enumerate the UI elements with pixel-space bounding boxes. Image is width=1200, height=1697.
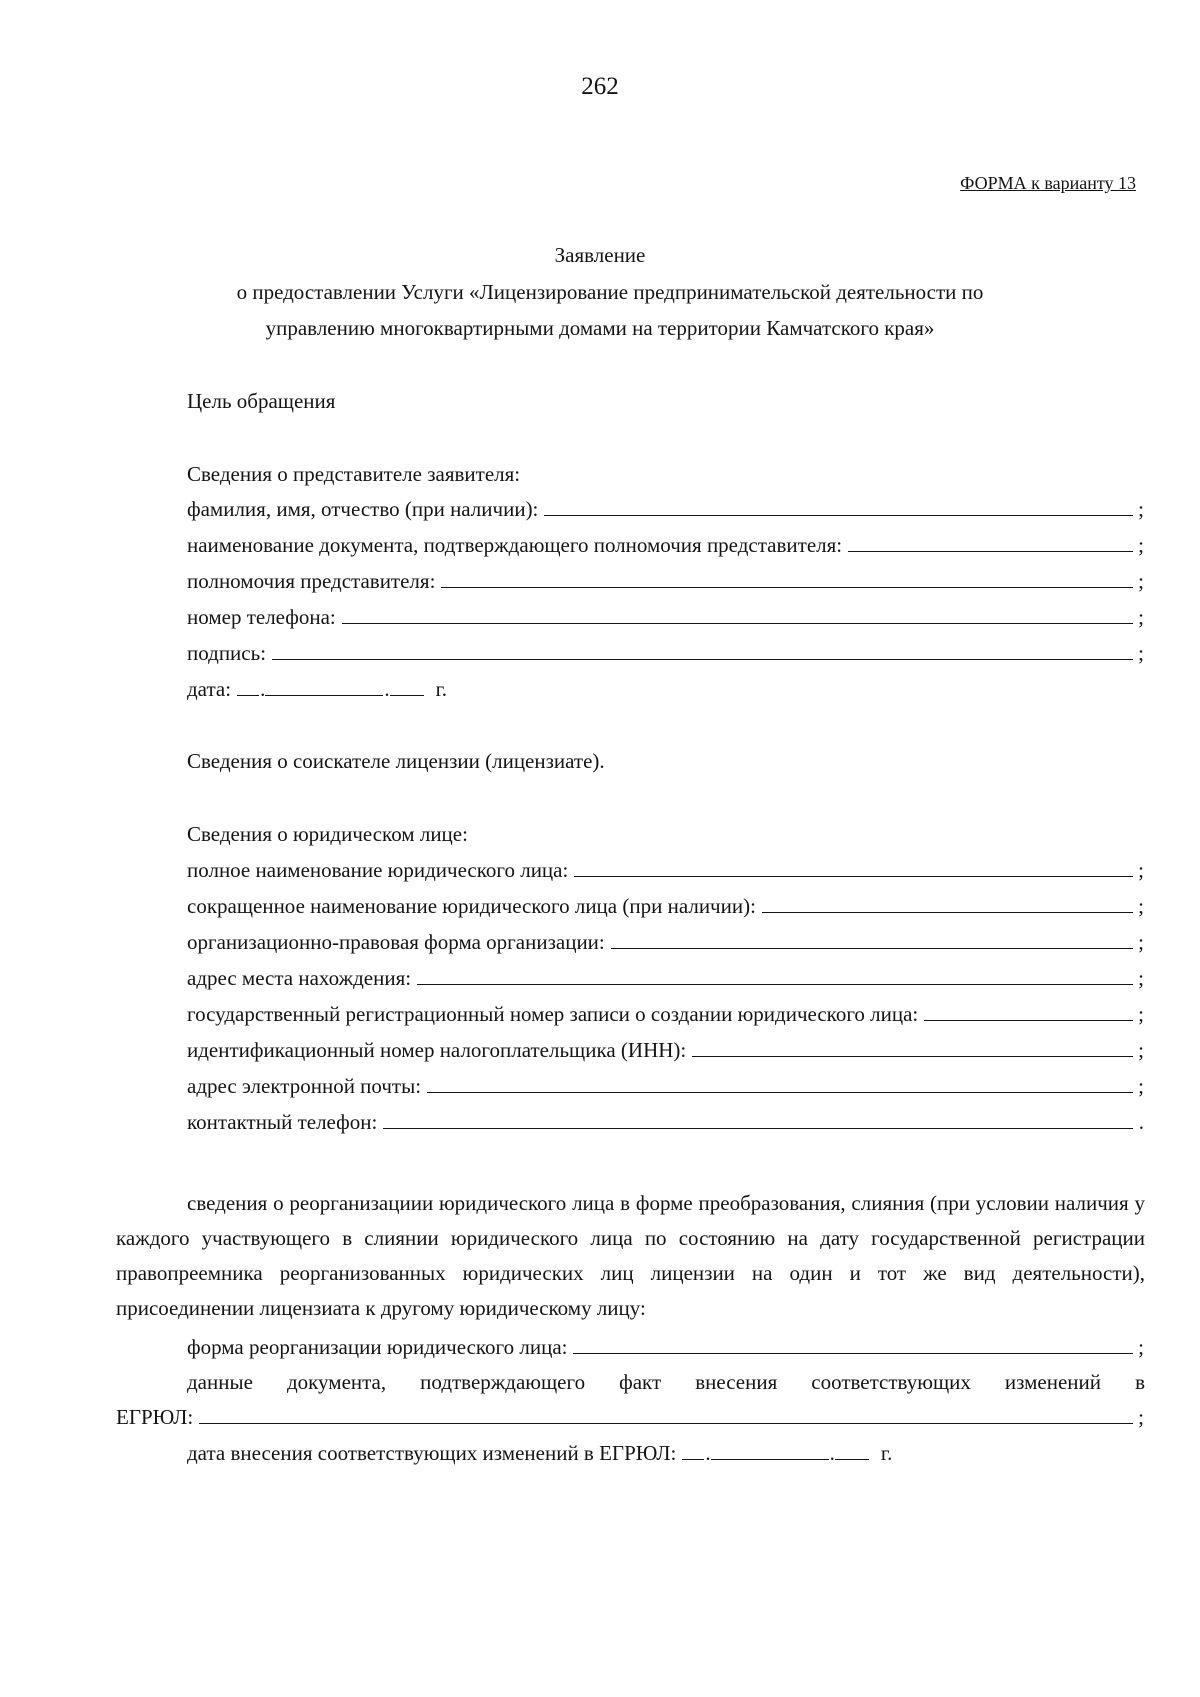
purpose-label: Цель обращения (187, 389, 336, 413)
fill-in-line[interactable] (848, 533, 1133, 552)
egrul-date-field[interactable]: дата внесения соответствующих изменений в ЕГРЮЛ: . . г. (187, 1441, 893, 1465)
egrul-document-label: данные документа, подтверждающего факт внесения соответствующих изменений в (187, 1370, 1145, 1394)
applicant-heading: Сведения о соискателе лицензии (лицензиате). (187, 749, 605, 773)
egrul-document-field[interactable] (116, 1405, 1144, 1430)
legal-form-field[interactable] (187, 930, 1144, 955)
field-label: организационно-правовая форма организации: (187, 930, 605, 954)
date-day-line[interactable] (237, 677, 259, 696)
field-end-mark: . (1138, 1110, 1144, 1134)
date-suffix: г. (435, 677, 448, 701)
date-day-line[interactable] (682, 1441, 704, 1460)
field-label: номер телефона: (187, 605, 336, 629)
field-end-mark: ; (1138, 1405, 1144, 1429)
field-label: дата: (187, 677, 232, 701)
reorganization-paragraph: сведения о реорганизациии юридического лица в форме преобразования, слияния (при условии наличия у каждого участвующего в слиянии юридического лица по состоянию на дату государственной регистрации правопреемника реорганизованных юридических лиц лицензии на один и тот же вид деятельности), присоединении лицензиата к другому юридическому лицу: (116, 1191, 1145, 1320)
field-label: фамилия, имя, отчество (при наличии): (187, 497, 539, 521)
legal-phone-field[interactable] (187, 1110, 1144, 1135)
fill-in-line[interactable] (272, 641, 1133, 660)
field-end-mark: ; (1138, 1074, 1144, 1098)
field-end-mark: ; (1138, 605, 1144, 629)
fill-in-line[interactable] (427, 1074, 1133, 1093)
field-end-mark: ; (1138, 497, 1144, 521)
fill-in-line[interactable] (383, 1110, 1133, 1129)
field-label: идентификационный номер налогоплательщика (ИНН): (187, 1038, 687, 1062)
field-end-mark: ; (1138, 894, 1144, 918)
field-end-mark: ; (1138, 533, 1144, 557)
legal-address-field[interactable] (187, 966, 1144, 991)
legal-email-field[interactable] (187, 1074, 1144, 1099)
field-end-mark: ; (1138, 641, 1144, 665)
fill-in-line[interactable] (342, 605, 1133, 624)
field-label: государственный регистрационный номер записи о создании юридического лица: (187, 1002, 919, 1026)
representative-signature-field[interactable] (187, 641, 1144, 666)
representative-phone-field[interactable] (187, 605, 1144, 630)
legal-inn-field[interactable] (187, 1038, 1144, 1063)
field-end-mark: ; (1138, 1002, 1144, 1026)
field-label: сокращенное наименование юридического лица (при наличии): (187, 894, 756, 918)
fill-in-line[interactable] (574, 858, 1133, 877)
fill-in-line[interactable] (417, 966, 1133, 985)
field-label: ЕГРЮЛ: (116, 1405, 194, 1429)
legal-short-name-field[interactable] (187, 894, 1144, 919)
document-title: Заявление (554, 243, 646, 267)
fill-in-line[interactable] (544, 497, 1133, 516)
date-year-line[interactable] (835, 1441, 869, 1460)
fill-in-line[interactable] (762, 894, 1133, 913)
representative-heading: Сведения о представителе заявителя: (187, 462, 521, 486)
fill-in-line[interactable] (441, 569, 1133, 588)
field-label: полномочия представителя: (187, 569, 436, 593)
fill-in-line[interactable] (573, 1335, 1133, 1354)
date-month-line[interactable] (265, 677, 383, 696)
page-number: 262 (581, 73, 619, 100)
field-label: полное наименование юридического лица: (187, 858, 569, 882)
fill-in-line[interactable] (692, 1038, 1133, 1057)
field-end-mark: ; (1138, 569, 1144, 593)
document-subtitle-line-1: о предоставлении Услуги «Лицензирование предпринимательской деятельности по (236, 280, 984, 304)
field-end-mark: ; (1138, 930, 1144, 954)
field-label: форма реорганизации юридического лица: (187, 1335, 568, 1359)
field-end-mark: ; (1138, 858, 1144, 882)
representative-authority-field[interactable] (187, 569, 1144, 594)
form-label: ФОРМА к варианту 13 (960, 173, 1136, 193)
field-end-mark: ; (1138, 1038, 1144, 1062)
field-label: адрес места нахождения: (187, 966, 412, 990)
field-end-mark: ; (1138, 1335, 1144, 1359)
representative-date-field[interactable]: дата: . . г. (187, 677, 448, 701)
field-end-mark: ; (1138, 966, 1144, 990)
representative-name-field[interactable] (187, 497, 1144, 522)
field-label: наименование документа, подтверждающего полномочия представителя: (187, 533, 843, 557)
legal-entity-heading: Сведения о юридическом лице: (187, 822, 468, 846)
fill-in-line[interactable] (199, 1405, 1133, 1424)
legal-ogrn-field[interactable] (187, 1002, 1144, 1027)
field-label: подпись: (187, 641, 267, 665)
date-suffix: г. (880, 1441, 893, 1465)
fill-in-line[interactable] (924, 1002, 1133, 1021)
reorganization-form-field[interactable] (187, 1335, 1144, 1360)
legal-full-name-field[interactable] (187, 858, 1144, 883)
date-year-line[interactable] (390, 677, 424, 696)
field-label: дата внесения соответствующих изменений в ЕГРЮЛ: (187, 1441, 677, 1465)
date-month-line[interactable] (711, 1441, 829, 1460)
document-subtitle-line-2: управлению многоквартирными домами на территории Камчатского края» (265, 316, 935, 340)
field-label: контактный телефон: (187, 1110, 378, 1134)
representative-document-field[interactable] (187, 533, 1144, 558)
fill-in-line[interactable] (611, 930, 1133, 949)
field-label: адрес электронной почты: (187, 1074, 422, 1098)
